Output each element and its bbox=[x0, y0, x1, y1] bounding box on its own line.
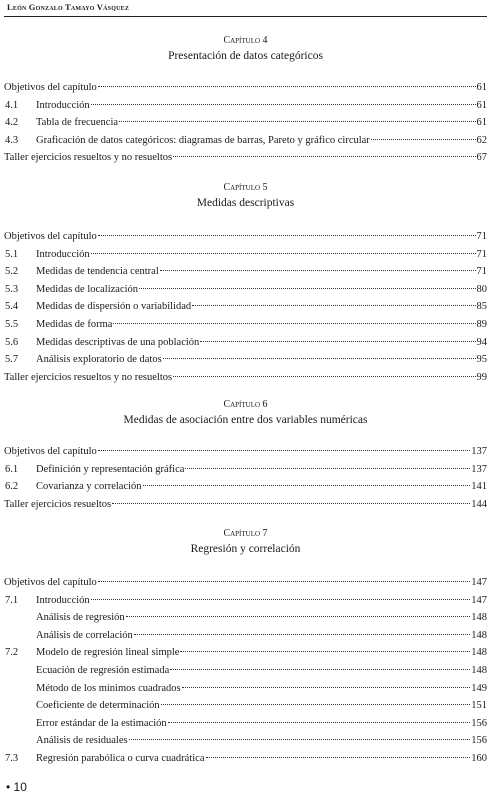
section-number: 6.2 bbox=[5, 481, 19, 493]
toc-entry[interactable] bbox=[4, 114, 487, 132]
toc-entry[interactable] bbox=[4, 79, 487, 97]
page-number: 62 bbox=[476, 134, 487, 146]
section-title: Introducción bbox=[36, 248, 90, 260]
section-title: Objetivos del capítulo bbox=[4, 231, 97, 242]
page-number: 61 bbox=[476, 99, 487, 111]
toc-entry[interactable] bbox=[4, 228, 487, 246]
page-number: 94 bbox=[476, 336, 487, 348]
page-number: 85 bbox=[476, 301, 487, 313]
dot-leader bbox=[173, 375, 475, 377]
section-title: Método de los mínimos cuadrados bbox=[36, 682, 181, 694]
toc-entry[interactable] bbox=[4, 443, 487, 461]
dot-leader bbox=[113, 322, 475, 324]
dot-leader bbox=[98, 449, 471, 451]
dot-leader bbox=[161, 703, 471, 705]
chapter-4-heading bbox=[0, 34, 491, 64]
page-number: 141 bbox=[471, 481, 487, 493]
chapter-number: Capítulo 7 bbox=[223, 528, 268, 539]
toc-entry[interactable] bbox=[4, 750, 487, 768]
toc-entry[interactable] bbox=[4, 478, 487, 496]
section-number: 7.1 bbox=[5, 594, 19, 606]
toc-entry[interactable] bbox=[4, 316, 487, 334]
section-title: Medidas de tendencia central bbox=[36, 266, 159, 278]
section-title: Ecuación de regresión estimada bbox=[36, 664, 170, 676]
toc-entry[interactable] bbox=[4, 281, 487, 299]
section-title: Graficación de datos categóricos: diagramas de barras, Pareto y gráfico circular bbox=[36, 134, 370, 146]
toc-entry[interactable] bbox=[4, 680, 487, 698]
section-title: Objetivos del capítulo bbox=[4, 577, 97, 588]
running-head: León Gonzalo Tamayo Vásquez bbox=[7, 2, 130, 12]
dot-leader bbox=[168, 721, 471, 723]
header-rule bbox=[4, 16, 487, 17]
toc-entry[interactable] bbox=[4, 132, 487, 150]
dot-leader bbox=[134, 633, 470, 635]
toc-entry[interactable] bbox=[4, 351, 487, 369]
section-title: Definición y representación gráfica bbox=[36, 463, 185, 475]
dot-leader bbox=[185, 467, 470, 469]
dot-leader bbox=[180, 650, 470, 652]
section-title: Análisis exploratorio de datos bbox=[36, 354, 162, 366]
page-number: 61 bbox=[476, 82, 487, 93]
section-title: Taller ejercicios resueltos y no resueltos bbox=[4, 152, 173, 164]
chapter-title: Medidas descriptivas bbox=[196, 197, 295, 209]
page-number: 95 bbox=[476, 354, 487, 366]
section-number: 5.7 bbox=[5, 354, 19, 366]
dot-leader bbox=[163, 357, 476, 359]
chapter-6-heading bbox=[0, 398, 491, 428]
page-number: 71 bbox=[476, 248, 487, 260]
section-number: 5.5 bbox=[5, 318, 19, 330]
page-number: 99 bbox=[476, 371, 487, 383]
section-title: Análisis de correlación bbox=[36, 629, 133, 641]
chapter-number: Capítulo 6 bbox=[223, 399, 268, 410]
dot-leader bbox=[160, 269, 476, 271]
section-title: Modelo de regresión lineal simple bbox=[36, 647, 180, 659]
section-title: Error estándar de la estimación bbox=[36, 717, 167, 729]
page-number: 137 bbox=[471, 463, 487, 475]
page-folio: • 10 bbox=[6, 780, 27, 794]
dot-leader bbox=[139, 287, 475, 289]
section-title: Tabla de frecuencia bbox=[36, 117, 119, 129]
section-number: 4.1 bbox=[5, 99, 19, 111]
toc-entry[interactable] bbox=[4, 609, 487, 627]
page-number: 71 bbox=[476, 231, 487, 242]
toc-entry[interactable] bbox=[4, 461, 487, 479]
page-number: 148 bbox=[471, 664, 487, 676]
dot-leader bbox=[112, 502, 470, 504]
section-number: 4.3 bbox=[5, 134, 19, 146]
page-number: 156 bbox=[471, 735, 487, 747]
section-title: Medidas de localización bbox=[36, 283, 139, 295]
chapter-7-entries bbox=[4, 574, 487, 768]
section-number: 5.3 bbox=[5, 283, 19, 295]
chapter-6-entries bbox=[4, 443, 487, 513]
dot-leader bbox=[91, 103, 476, 105]
section-title: Coeficiente de determinación bbox=[36, 700, 160, 712]
dot-leader bbox=[126, 615, 471, 617]
dot-leader bbox=[129, 738, 471, 740]
page-number: 89 bbox=[476, 318, 487, 330]
toc-entry[interactable] bbox=[4, 334, 487, 352]
dot-leader bbox=[98, 85, 476, 87]
toc-entry[interactable] bbox=[4, 592, 487, 610]
toc-entry[interactable] bbox=[4, 627, 487, 645]
section-number: 7.3 bbox=[5, 752, 19, 764]
page-number: 160 bbox=[471, 752, 487, 764]
section-title: Objetivos del capítulo bbox=[4, 446, 97, 457]
toc-entry[interactable] bbox=[4, 715, 487, 733]
section-number: 5.6 bbox=[5, 336, 19, 348]
chapter-title: Medidas de asociación entre dos variables numéricas bbox=[123, 414, 368, 426]
section-title: Medidas de dispersión o variabilidad bbox=[36, 301, 192, 313]
page-number: 80 bbox=[476, 283, 487, 295]
page-number: 144 bbox=[471, 498, 487, 510]
page-number: 148 bbox=[471, 612, 487, 624]
chapter-7-heading bbox=[0, 527, 491, 557]
toc-entry[interactable] bbox=[4, 246, 487, 264]
chapter-5-entries bbox=[4, 228, 487, 386]
dot-leader bbox=[98, 234, 476, 236]
dot-leader bbox=[192, 304, 475, 306]
section-title: Análisis de residuales bbox=[36, 735, 128, 747]
chapter-title: Regresión y correlación bbox=[190, 543, 301, 555]
section-number: 5.4 bbox=[5, 301, 19, 313]
toc-entry[interactable] bbox=[4, 298, 487, 316]
page-number: 137 bbox=[471, 446, 487, 457]
chapter-number: Capítulo 4 bbox=[223, 35, 268, 46]
section-title: Medidas de forma bbox=[36, 318, 113, 330]
section-title: Objetivos del capítulo bbox=[4, 82, 97, 93]
toc-entry[interactable] bbox=[4, 496, 487, 514]
section-title: Taller ejercicios resueltos bbox=[4, 498, 112, 510]
page-number: 149 bbox=[471, 682, 487, 694]
section-title: Análisis de regresión bbox=[36, 612, 125, 624]
section-title: Introducción bbox=[36, 594, 90, 606]
section-title: Introducción bbox=[36, 99, 90, 111]
page-number: 151 bbox=[471, 700, 487, 712]
toc-entry[interactable] bbox=[4, 149, 487, 167]
section-number: 6.1 bbox=[5, 463, 19, 475]
toc-entry[interactable] bbox=[4, 97, 487, 115]
toc-entry[interactable] bbox=[4, 662, 487, 680]
page-number: 156 bbox=[471, 717, 487, 729]
toc-entry[interactable] bbox=[4, 263, 487, 281]
page-number: 71 bbox=[476, 266, 487, 278]
dot-leader bbox=[170, 668, 470, 670]
toc-entry[interactable] bbox=[4, 732, 487, 750]
dot-leader bbox=[182, 686, 471, 688]
section-title: Medidas descriptivas de una población bbox=[36, 336, 200, 348]
page-number: 147 bbox=[471, 594, 487, 606]
dot-leader bbox=[143, 484, 471, 486]
chapter-number: Capítulo 5 bbox=[223, 182, 268, 193]
section-title: Taller ejercicios resueltos y no resueltos bbox=[4, 371, 173, 383]
dot-leader bbox=[371, 138, 476, 140]
section-number: 5.2 bbox=[5, 266, 19, 278]
toc-entry[interactable] bbox=[4, 697, 487, 715]
dot-leader bbox=[119, 120, 475, 122]
chapter-4-entries bbox=[4, 79, 487, 167]
page-number: 147 bbox=[471, 577, 487, 588]
toc-entry[interactable] bbox=[4, 644, 487, 662]
section-title: Covarianza y correlación bbox=[36, 481, 142, 493]
toc-entry[interactable] bbox=[4, 574, 487, 592]
toc-entry[interactable] bbox=[4, 369, 487, 387]
section-title: Regresión parabólica o curva cuadrática bbox=[36, 752, 205, 764]
chapter-title: Presentación de datos categóricos bbox=[168, 50, 323, 62]
section-number: 7.2 bbox=[5, 647, 19, 659]
dot-leader bbox=[206, 756, 471, 758]
section-number: 5.1 bbox=[5, 248, 19, 260]
chapter-5-heading bbox=[0, 181, 491, 211]
page-number: 148 bbox=[471, 629, 487, 641]
dot-leader bbox=[200, 340, 475, 342]
page-number: 61 bbox=[476, 117, 487, 129]
dot-leader bbox=[173, 155, 475, 157]
page-number: 67 bbox=[476, 152, 487, 164]
page-number: 148 bbox=[471, 647, 487, 659]
dot-leader bbox=[91, 252, 476, 254]
section-number: 4.2 bbox=[5, 117, 19, 129]
dot-leader bbox=[91, 598, 471, 600]
dot-leader bbox=[98, 580, 471, 582]
